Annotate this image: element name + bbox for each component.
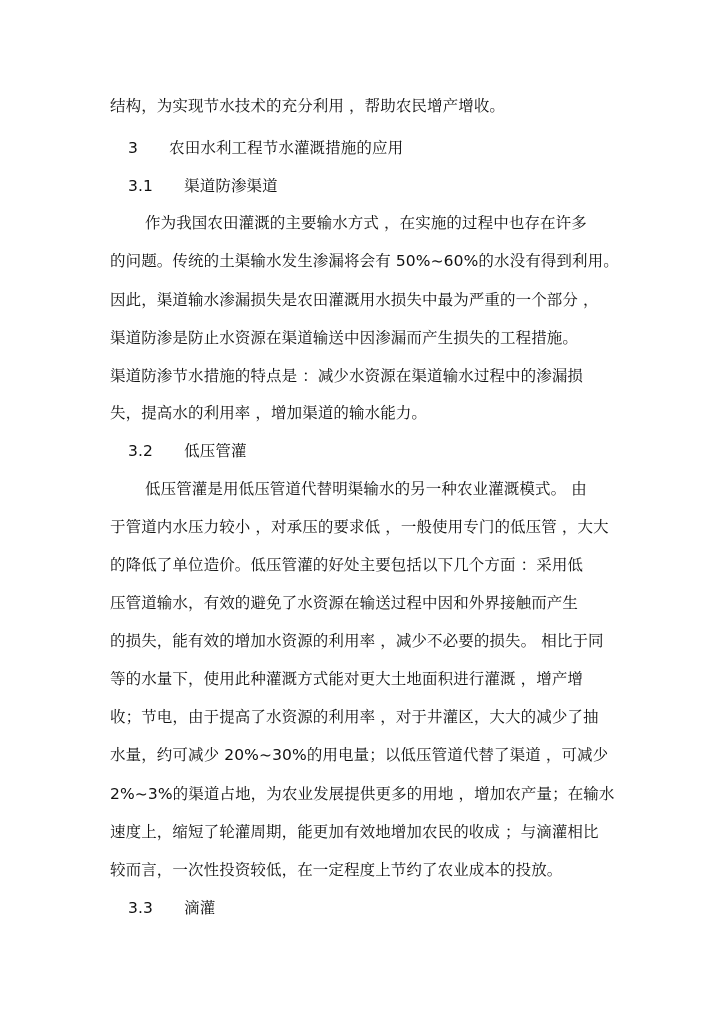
paragraph-line: 失，提高水的利用率 ，增加渠道的输水能力。: [110, 404, 428, 422]
paragraph-line: 的问题。传统的土渠输水发生渗漏将会有 50%~60%的水没有得到利用。: [110, 252, 619, 270]
section-heading: 3 农田水利工程节水灌溉措施的应用: [128, 139, 404, 157]
paragraph-line: 等的水量下，使用此种灌溉方式能对更大土地面积进行灌溉 ，增产增: [110, 670, 584, 688]
paragraph-line: 因此，渠道输水渗漏损失是农田灌溉用水损失中最为严重的一个部分 ，: [110, 291, 599, 309]
paragraph-line: 较而言，一次性投资较低，在一定程度上节约了农业成本的投放。: [110, 861, 563, 879]
paragraph-line: 2%~3%的渠道占地，为农业发展提供更多的用地 ，增加农产量；在输水: [110, 785, 615, 803]
subsection-heading: 3.3 滴灌: [128, 899, 216, 917]
paragraph-line: 收；节电，由于提高了水资源的利用率 ，对于井灌区，大大的减少了抽: [110, 708, 599, 726]
paragraph-line: 结构，为实现节水技术的充分利用 ，帮助农民增产增收。: [110, 97, 506, 115]
paragraph-line: 渠道防渗是防止水资源在渠道输送中因渗漏而产生损失的工程措施。: [110, 329, 579, 347]
paragraph-line: 的降低了单位造价。低压管灌的好处主要包括以下几个方面 ：采用低: [110, 556, 584, 574]
paragraph-line: 压管道输水，有效的避免了水资源在输送过程中因和外界接触而产生: [110, 594, 579, 612]
paragraph-line: 渠道防渗节水措施的特点是 ：减少水资源在渠道输水过程中的渗漏损: [110, 367, 584, 385]
paragraph-line: 作为我国农田灌溉的主要输水方式 ，在实施的过程中也存在许多: [145, 214, 587, 232]
paragraph-line: 速度上，缩短了轮灌周期，能更加有效地增加农民的收成 ；与滴灌相比: [110, 823, 599, 841]
paragraph-line: 低压管灌是用低压管道代替明渠输水的另一种农业灌溉模式。 由: [145, 480, 587, 498]
paragraph-line: 的损失，能有效的增加水资源的利用率 ，减少不必要的损失。 相比于同: [110, 632, 604, 650]
subsection-heading: 3.1 渠道防渗渠道: [128, 177, 278, 195]
paragraph-line: 于管道内水压力较小 ，对承压的要求低 ，一般使用专门的低压管 ，大大: [110, 518, 609, 536]
paragraph-line: 水量，约可减少 20%~30%的用电量；以低压管道代替了渠道 ，可减少: [110, 746, 609, 764]
subsection-heading: 3.2 低压管灌: [128, 442, 247, 460]
